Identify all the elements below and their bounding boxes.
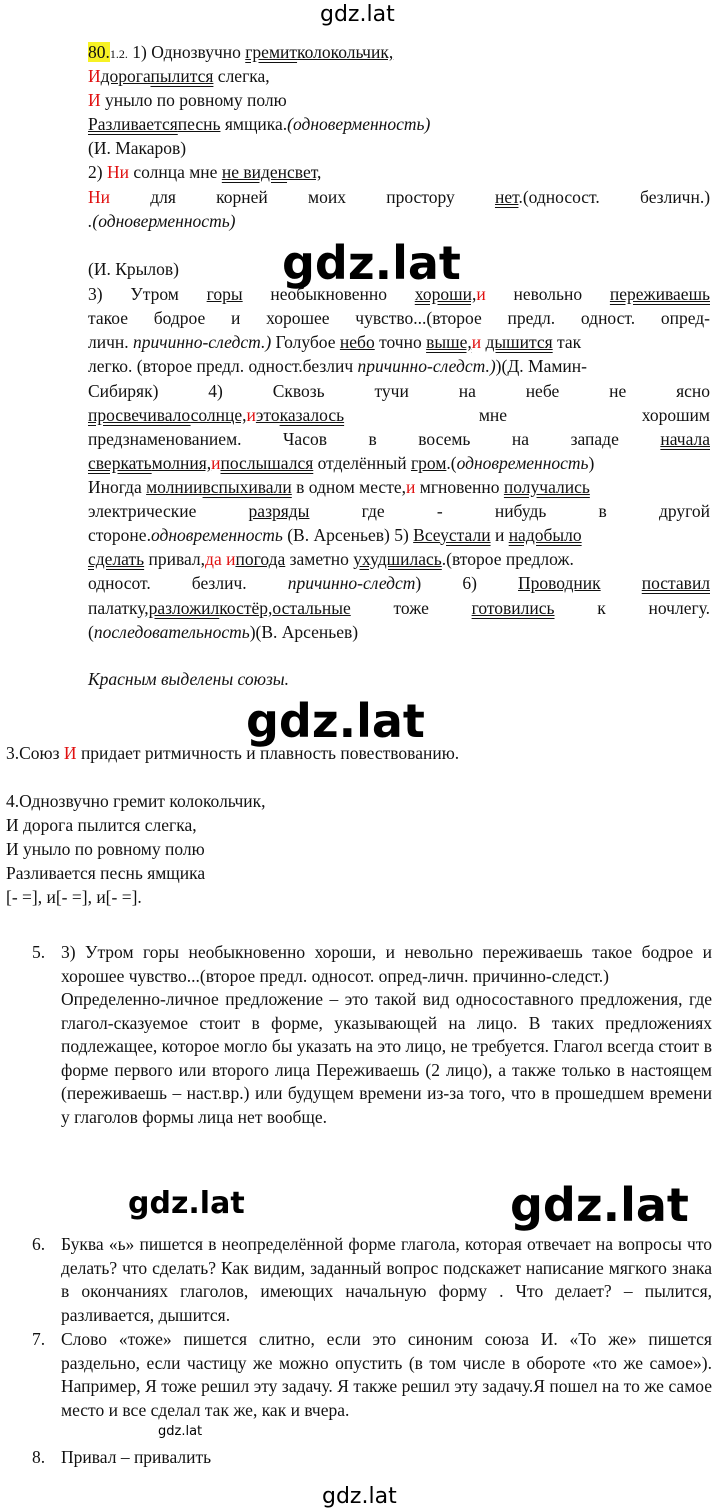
conjunction: И xyxy=(88,66,101,86)
task-line-4: Разливаетсяпеснь ямщика.(одноверменность) xyxy=(88,114,431,134)
p3-line-1: 3) Утром горы необыкновенно хороши,и невольно переживаешь xyxy=(88,284,710,304)
p3-line-9: Иногда молниивспыхивали в одном месте,и мгновенно получались xyxy=(88,477,590,497)
list-item xyxy=(32,1446,712,1470)
item-number: 5. xyxy=(32,942,46,962)
p3-line-2: такое бодрое и хорошее чувство...(второе предл. одност. опред- xyxy=(88,308,710,328)
item-4-line-3: И уныло по ровному полю xyxy=(6,839,205,859)
item-3: 3.Союз И придает ритмичность и плавность повествованию. xyxy=(6,743,460,763)
p3-line-4: легко. (второе предл. одност.безлич причинно-следст.))(Д. Мамин- xyxy=(88,356,587,376)
watermark-bottom: gdz.lat xyxy=(322,1484,397,1509)
task-number: 80. xyxy=(88,42,110,62)
p3-line-13: односот. безлич. причинно-следст) 6) Проводник поставил xyxy=(88,573,710,593)
item-text: 3) Утром горы необыкновенно хороши, и невольнo переживаешь такое бодрое и хорошее чувство...(второе предл. односот. опред-личн. причинно-следст.) xyxy=(61,942,712,986)
item-text: Привал – привалить xyxy=(61,1447,212,1467)
watermark-center-2: gdz.lat xyxy=(246,694,425,748)
watermark-tiny: gdz.lat xyxy=(158,1424,203,1439)
item-text-2: Определенно-личное предложение – это такой вид односоставного предложения, где глагол-сказуемое стоит в форме, указывающей на лицо. В таких предложениях подлежащее, которое могло бы указать на это лицо, не требуется. Глагол всегда стоит в форме первого или второго лица Переживаешь (2 лицо), а также только в настоящем (переживаешь – наст.вр.) или будущем времени из-за того, что в прошедшем времени у глаголов формы лица нет вообще. xyxy=(61,989,712,1127)
p3-line-5: Сибиряк) 4) Сквозь тучи на небе не ясно xyxy=(88,381,710,401)
task-line-2: Идорогапылится слегка, xyxy=(88,66,270,86)
author-makarov: (И. Макаров) xyxy=(88,138,187,158)
item-4-line-2: И дорога пылится слегка, xyxy=(6,815,197,835)
p3-line-8: сверкатьмолния,ипослышался отделённый гром.(одновременность) xyxy=(88,453,595,473)
task-line-8: .(одноверменность) xyxy=(88,211,236,231)
author-krylov: (И. Крылов) xyxy=(88,259,179,279)
item-text: Буква «ь» пишется в неопределённой форме глагола, которая отвечает на вопросы что делать? что сделать? Как видим, заданный вопрос подскажет написание мягкого знака в окончаниях глаголов, имеющих начальную форму . Что делает? – пылится, разливается, дышится. xyxy=(61,1234,712,1325)
item-4-line-1: 4.Однозвучно гремит колокольчик, xyxy=(6,791,266,811)
p3-line-11: стороне.одновременность (В. Арсеньев) 5) Всеустали и надобыло xyxy=(88,525,582,545)
item-number: 8. xyxy=(32,1447,46,1467)
watermark-left: gdz.lat xyxy=(128,1186,245,1221)
list-item xyxy=(32,941,712,1129)
item-number: 6. xyxy=(32,1234,46,1254)
task-line-6: 2) Ни солнца мне не виденсвет, xyxy=(88,162,322,182)
watermark-center: gdz.lat xyxy=(282,236,461,290)
p3-line-10: электрические разряды где - нибудь в другой xyxy=(88,501,710,521)
item-text: Слово «тоже» пишется слитно, если это синоним союза И. «То же» пишется раздельно, если частицу же можно опустить (в том числе в обороте «то же самое»). Например, Я тоже решил эту задачу. Я также решил эту задачу.Я пошел на то же самое место и все сделал так же, как и вчера. xyxy=(61,1329,712,1420)
p3-line-14: палатку,разложилкостёр,остальные тоже готовились к ночлегу. xyxy=(88,598,710,618)
item-number: 7. xyxy=(32,1329,46,1349)
p3-line-6: просвечивалосолнце,иэтоказалось мне хорошим xyxy=(88,405,710,425)
footnote: Красным выделены союзы. xyxy=(88,669,290,689)
p3-line-15: (последовательность)(В. Арсеньев) xyxy=(88,622,359,642)
p3-line-12: сделать привал,да ипогода заметно ухудшилась.(второе предлож. xyxy=(88,549,574,569)
list-item xyxy=(32,1233,712,1327)
subject: колокольчик, xyxy=(297,42,394,62)
task-line-7: Ни для корней моих простору нет.(односост. безличн.) xyxy=(88,187,710,207)
p3-line-7: предзнаменованием. Часов в восемь на западе начала xyxy=(88,429,710,449)
predicate: гремит xyxy=(245,42,298,62)
item-4-line-4: Разливается песнь ямщика xyxy=(6,863,206,883)
p3-line-3: личн. причинно-следст.) Голубое небо точно выше,и дышится так xyxy=(88,332,582,352)
item-4-scheme: [- =], и[- =], и[- =]. xyxy=(6,887,142,907)
watermark-right: gdz.lat xyxy=(510,1178,689,1232)
task-line-1: 80.1.2. 1) Однозвучно гремитколокольчик, xyxy=(88,42,394,62)
list-item xyxy=(32,1328,712,1422)
task-line-3: И уныло по ровному полю xyxy=(88,90,287,110)
watermark-top: gdz.lat xyxy=(320,2,395,27)
